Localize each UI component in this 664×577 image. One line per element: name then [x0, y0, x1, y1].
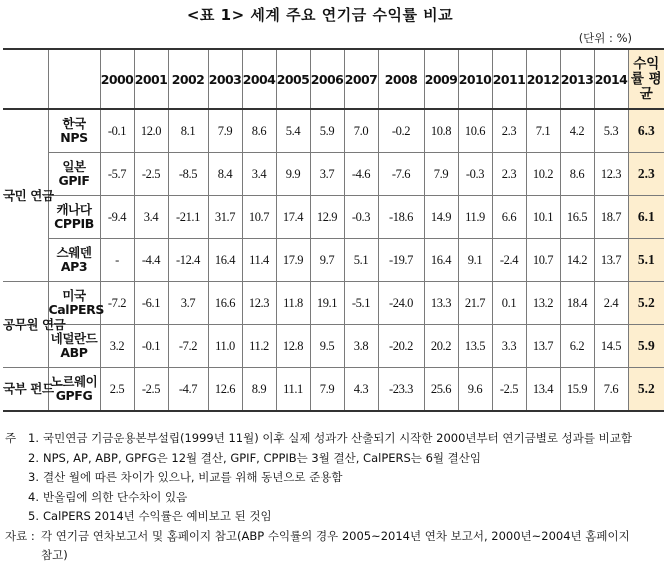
year-header: 2003 [208, 49, 242, 109]
return-cell: 11.1 [276, 368, 310, 412]
return-cell: -4.7 [168, 368, 208, 412]
footnote-text: 반올림에 의한 단수차이 있음 [43, 489, 188, 504]
return-cell: 17.4 [276, 196, 310, 239]
return-cell: -4.4 [134, 239, 168, 282]
year-header: 2005 [276, 49, 310, 109]
return-cell: 18.7 [594, 196, 628, 239]
return-cell: 13.4 [526, 368, 560, 412]
return-cell: 14.5 [594, 325, 628, 368]
return-cell: 19.1 [310, 282, 344, 325]
header-row [3, 49, 664, 109]
year-header: 2001 [134, 49, 168, 109]
return-cell: 8.4 [208, 153, 242, 196]
return-cell: 3.7 [310, 153, 344, 196]
source-note [5, 527, 635, 566]
footnote-number: 2. [28, 450, 39, 465]
return-cell: 18.4 [560, 282, 594, 325]
return-cell: -2.5 [492, 368, 526, 412]
fund-country: 미국 [62, 288, 86, 303]
table-row [3, 196, 664, 239]
return-cell: 9.7 [310, 239, 344, 282]
return-cell: 7.6 [594, 368, 628, 412]
return-cell: 14.2 [560, 239, 594, 282]
return-cell: -0.1 [134, 325, 168, 368]
return-cell: 10.8 [424, 109, 458, 153]
return-cell: 9.5 [310, 325, 344, 368]
footnote-item [5, 468, 635, 488]
return-cell: 25.6 [424, 368, 458, 412]
fund-code: AP3 [60, 259, 88, 274]
year-header: 2004 [242, 49, 276, 109]
header-corner-fund [48, 49, 100, 109]
year-header: 2013 [560, 49, 594, 109]
return-cell: 10.7 [242, 196, 276, 239]
return-cell: - [100, 239, 134, 282]
return-cell: 7.9 [424, 153, 458, 196]
return-cell: -19.7 [378, 239, 424, 282]
fund-code: ABP [60, 345, 88, 360]
return-cell: 6.2 [560, 325, 594, 368]
return-cell: -6.1 [134, 282, 168, 325]
footnote-text: NPS, AP, ABP, GPFG은 12월 결산, GPIF, CPPIB는 3월 결산, CalPERS는 6월 결산임 [43, 450, 481, 465]
return-cell: 4.3 [344, 368, 378, 412]
average-cell: 6.3 [628, 109, 664, 153]
table-title: <표 1> 세계 주요 연기금 수익률 비교 [186, 6, 454, 24]
footnote-lead [5, 449, 23, 469]
year-header: 2002 [168, 49, 208, 109]
footnote-item [5, 488, 635, 508]
return-cell: -7.2 [168, 325, 208, 368]
return-cell: -7.6 [378, 153, 424, 196]
return-cell: 7.9 [208, 109, 242, 153]
footnote-number: 1. [28, 431, 39, 445]
year-header: 2012 [526, 49, 560, 109]
return-cell: 11.0 [208, 325, 242, 368]
return-cell: 16.4 [424, 239, 458, 282]
return-cell: 31.7 [208, 196, 242, 239]
fund-country: 일본 [62, 159, 86, 174]
footnote-lead [5, 468, 23, 488]
fund-name [48, 239, 100, 282]
return-cell: 20.2 [424, 325, 458, 368]
return-cell: 8.6 [560, 153, 594, 196]
return-cell: 13.5 [458, 325, 492, 368]
return-cell: 10.2 [526, 153, 560, 196]
return-cell: -2.4 [492, 239, 526, 282]
average-cell: 5.1 [628, 239, 664, 282]
fund-name [48, 196, 100, 239]
return-cell: 8.6 [242, 109, 276, 153]
return-cell: 15.9 [560, 368, 594, 412]
year-header: 2009 [424, 49, 458, 109]
footnotes [5, 429, 635, 566]
year-header: 2010 [458, 49, 492, 109]
return-cell: 7.1 [526, 109, 560, 153]
fund-code: NPS [60, 130, 88, 145]
return-cell: 9.6 [458, 368, 492, 412]
footnote-lead: 주 [5, 431, 17, 445]
return-cell: -0.3 [344, 196, 378, 239]
return-cell: 13.7 [526, 325, 560, 368]
return-cell: -20.2 [378, 325, 424, 368]
return-cell: 12.3 [242, 282, 276, 325]
source-lead: 자료 : [5, 528, 35, 543]
return-cell: -24.0 [378, 282, 424, 325]
fund-name [48, 368, 100, 412]
return-cell: 3.4 [134, 196, 168, 239]
fund-name [48, 325, 100, 368]
return-cell: -0.2 [378, 109, 424, 153]
footnote-item [5, 507, 635, 527]
group-label: 국민 연금 [3, 109, 48, 282]
year-header: 2011 [492, 49, 526, 109]
return-cell: -18.6 [378, 196, 424, 239]
return-cell: 3.2 [100, 325, 134, 368]
table-row [3, 109, 664, 153]
footnote-text: 국민연금 기금운용본부설립(1999년 11월) 이후 실제 성과가 산출되기 시작한 2000년부터 연기금별로 성과를 비교함 [43, 431, 632, 445]
return-cell: 16.6 [208, 282, 242, 325]
fund-name [48, 153, 100, 196]
return-cell: -2.5 [134, 368, 168, 412]
return-cell: 8.1 [168, 109, 208, 153]
return-cell: 2.5 [100, 368, 134, 412]
table-row [3, 325, 664, 368]
return-cell: 16.4 [208, 239, 242, 282]
fund-code: GPIF [58, 173, 90, 188]
footnote-text: CalPERS 2014년 수익률은 예비보고 된 것임 [43, 509, 272, 523]
return-cell: 2.3 [492, 153, 526, 196]
fund-country: 노르웨이 [50, 374, 98, 389]
return-cell: -5.7 [100, 153, 134, 196]
year-header: 2006 [310, 49, 344, 109]
footnote-lead [5, 507, 23, 527]
table-row [3, 282, 664, 325]
return-cell: 10.1 [526, 196, 560, 239]
year-header: 2014 [594, 49, 628, 109]
fund-name [48, 109, 100, 153]
footnote-lead [5, 488, 23, 508]
table-row [3, 153, 664, 196]
return-cell: 10.7 [526, 239, 560, 282]
return-cell: -5.1 [344, 282, 378, 325]
return-cell: 12.3 [594, 153, 628, 196]
return-cell: 8.9 [242, 368, 276, 412]
return-cell: 11.8 [276, 282, 310, 325]
return-cell: 14.9 [424, 196, 458, 239]
year-header: 2000 [100, 49, 134, 109]
return-cell: 9.9 [276, 153, 310, 196]
source-text: 각 연기금 연차보고서 및 홈페이지 참고(ABP 수익률의 경우 2005~2014년 연차 보고서, 2000년~2004년 홈페이지 참고) [41, 528, 630, 562]
fund-country: 캐나다 [56, 202, 92, 217]
return-cell: -12.4 [168, 239, 208, 282]
return-cell: 11.9 [458, 196, 492, 239]
year-header: 2007 [344, 49, 378, 109]
footnote-text: 결산 월에 따른 차이가 있으나, 비교를 위해 동년으로 준용함 [43, 470, 343, 484]
return-cell: 5.1 [344, 239, 378, 282]
return-cell: 9.1 [458, 239, 492, 282]
group-label: 공무원 연금 [3, 282, 48, 368]
return-cell: 5.9 [310, 109, 344, 153]
return-cell: -21.1 [168, 196, 208, 239]
return-cell: 3.4 [242, 153, 276, 196]
return-cell: 7.0 [344, 109, 378, 153]
return-cell: 13.7 [594, 239, 628, 282]
return-cell: 11.4 [242, 239, 276, 282]
return-cell: -23.3 [378, 368, 424, 412]
return-cell: -8.5 [168, 153, 208, 196]
average-cell: 5.2 [628, 368, 664, 412]
return-cell: 5.4 [276, 109, 310, 153]
return-cell: 17.9 [276, 239, 310, 282]
footnote-item [5, 449, 635, 469]
return-cell: 5.3 [594, 109, 628, 153]
return-cell: 2.3 [492, 109, 526, 153]
fund-country: 스웨덴 [56, 245, 92, 260]
fund-code: CPPIB [54, 216, 94, 231]
return-cell: 4.2 [560, 109, 594, 153]
fund-code: GPFG [55, 388, 93, 403]
unit-label: (단위 : %) [578, 31, 632, 45]
return-cell: -7.2 [100, 282, 134, 325]
fund-country: 네덜란드 [50, 331, 98, 346]
return-cell: -4.6 [344, 153, 378, 196]
fund-code: CalPERS [48, 302, 104, 317]
return-cell: 16.5 [560, 196, 594, 239]
return-cell: 10.6 [458, 109, 492, 153]
year-header: 2008 [378, 49, 424, 109]
average-header: 수익률 평균 [628, 49, 664, 109]
return-cell: 11.2 [242, 325, 276, 368]
return-cell: 13.2 [526, 282, 560, 325]
footnote-item [5, 429, 635, 449]
return-cell: 3.7 [168, 282, 208, 325]
return-cell: 13.3 [424, 282, 458, 325]
average-cell: 5.9 [628, 325, 664, 368]
return-cell: -0.1 [100, 109, 134, 153]
table-row [3, 368, 664, 412]
return-cell: 12.0 [134, 109, 168, 153]
return-cell: 2.4 [594, 282, 628, 325]
return-cell: 12.6 [208, 368, 242, 412]
return-cell: 0.1 [492, 282, 526, 325]
return-cell: 7.9 [310, 368, 344, 412]
header-corner-group [3, 49, 48, 109]
footnote-number: 4. [28, 489, 39, 504]
fund-country: 한국 [62, 116, 86, 131]
return-cell: 3.3 [492, 325, 526, 368]
return-cell: -9.4 [100, 196, 134, 239]
average-cell: 2.3 [628, 153, 664, 196]
return-cell: 3.8 [344, 325, 378, 368]
return-cell: 12.9 [310, 196, 344, 239]
group-label: 국부 펀드 [3, 368, 48, 412]
footnote-number: 5. [28, 509, 39, 523]
return-cell: 12.8 [276, 325, 310, 368]
return-cell: 21.7 [458, 282, 492, 325]
footnote-number: 3. [28, 470, 39, 484]
return-cell: -0.3 [458, 153, 492, 196]
average-cell: 6.1 [628, 196, 664, 239]
return-cell: 6.6 [492, 196, 526, 239]
average-cell: 5.2 [628, 282, 664, 325]
returns-table [3, 48, 664, 412]
table-row [3, 239, 664, 282]
return-cell: -2.5 [134, 153, 168, 196]
